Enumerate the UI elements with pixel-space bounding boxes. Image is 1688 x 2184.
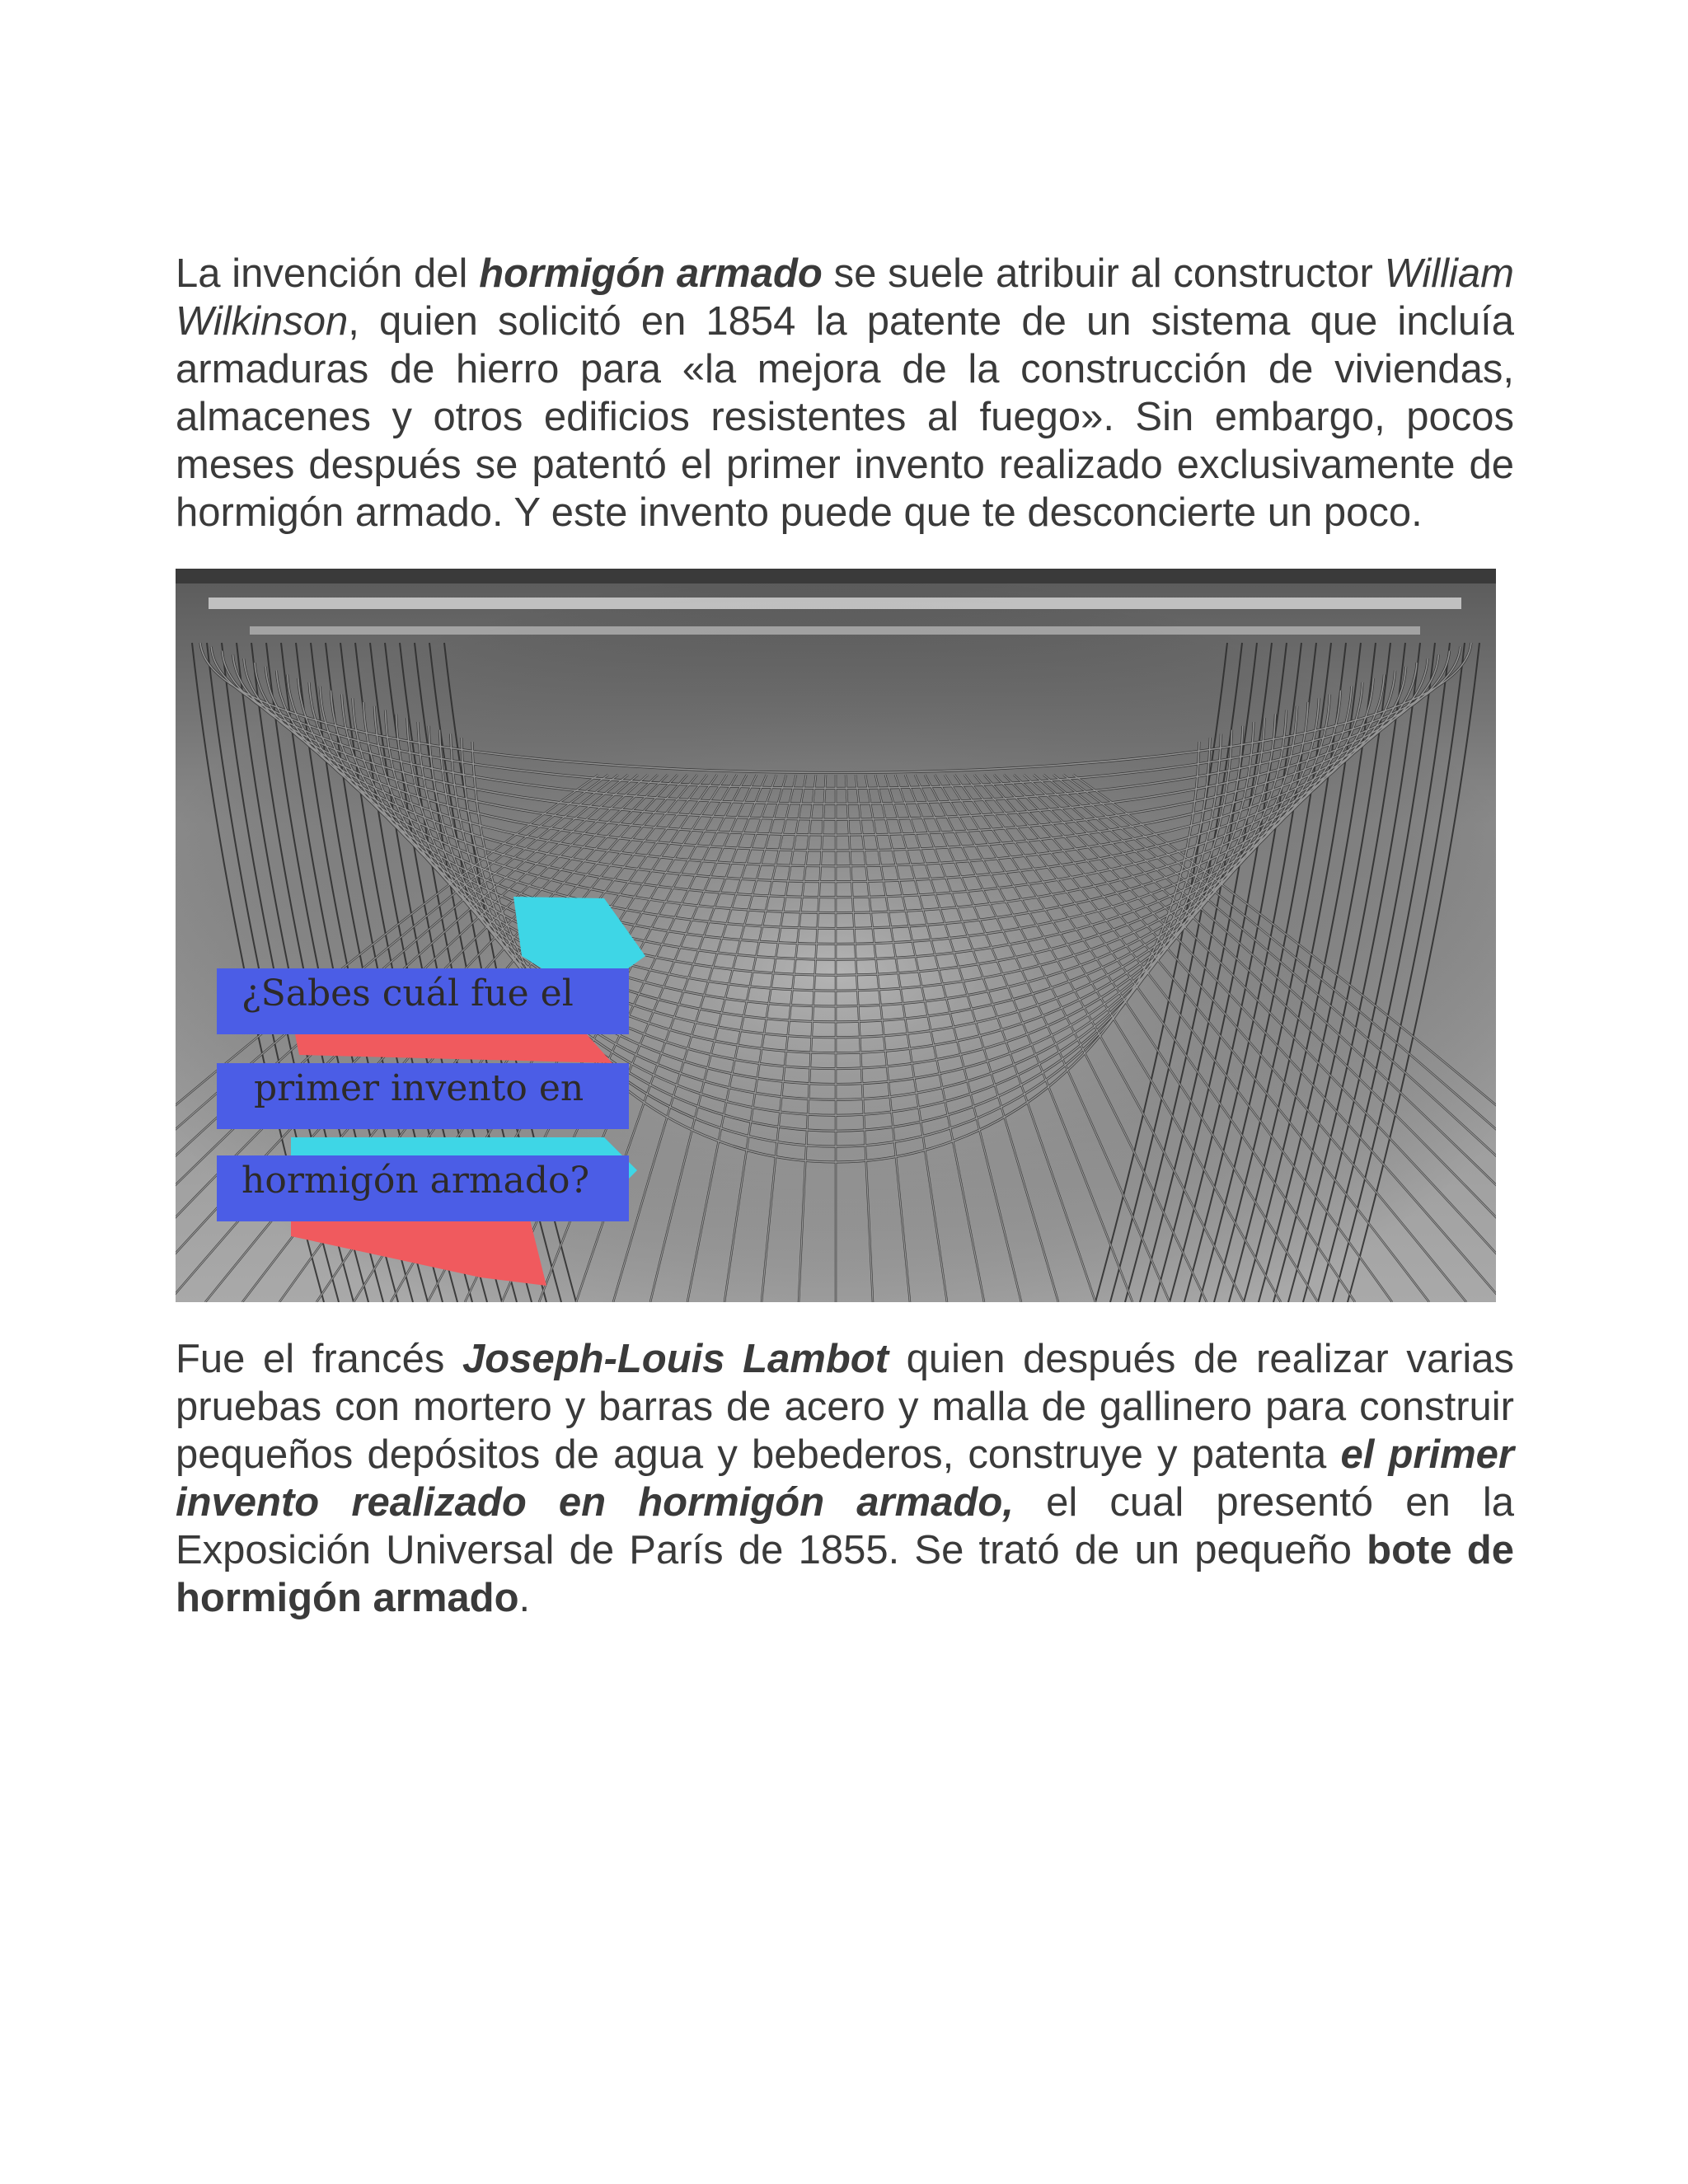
emphasis-term: bote de hormigón armado <box>176 1528 1514 1620</box>
text: Fue el francés <box>176 1337 463 1381</box>
rebar-mesh-illustration <box>176 569 1496 1302</box>
banner-line-3: hormigón armado? <box>241 1160 590 1202</box>
person-name: William Wilkinson <box>176 251 1514 344</box>
emphasis-phrase: el primer invento realizado en hormigón armado, <box>176 1432 1515 1525</box>
emphasis-term: hormigón armado <box>479 251 823 296</box>
banner-line-2: primer invento en <box>254 1067 584 1109</box>
lambot-paragraph <box>176 1335 1514 1622</box>
intro-paragraph <box>176 250 1514 537</box>
text: el cual presentó en la Exposición Universal de París de 1855. Se trató de un pequeño <box>176 1480 1514 1572</box>
text: . <box>518 1576 531 1620</box>
text: se suele atribuir al constructor <box>822 251 1385 296</box>
text: quien después de realizar varias pruebas con mortero y barras de acero y malla de gallinero para construir pequeños depósitos de agua y bebederos, construye y patenta <box>176 1337 1514 1477</box>
reinforcement-photo <box>176 569 1496 1302</box>
text: La invención del <box>176 251 480 296</box>
banner-line-1: ¿Sabes cuál fue el <box>241 972 574 1015</box>
person-name: Joseph-Louis Lambot <box>462 1337 889 1381</box>
text: , quien solicitó en 1854 la patente de un sistema que incluía armaduras de hierro para «la mejora de la construcción de viviendas, almacenes y otros edificios resistentes al fuego». Sin embargo, pocos meses después se patentó el primer invento realizado exclusivamente de hormigón armado. Y este invento puede que te desconcierte un poco. <box>176 299 1514 535</box>
